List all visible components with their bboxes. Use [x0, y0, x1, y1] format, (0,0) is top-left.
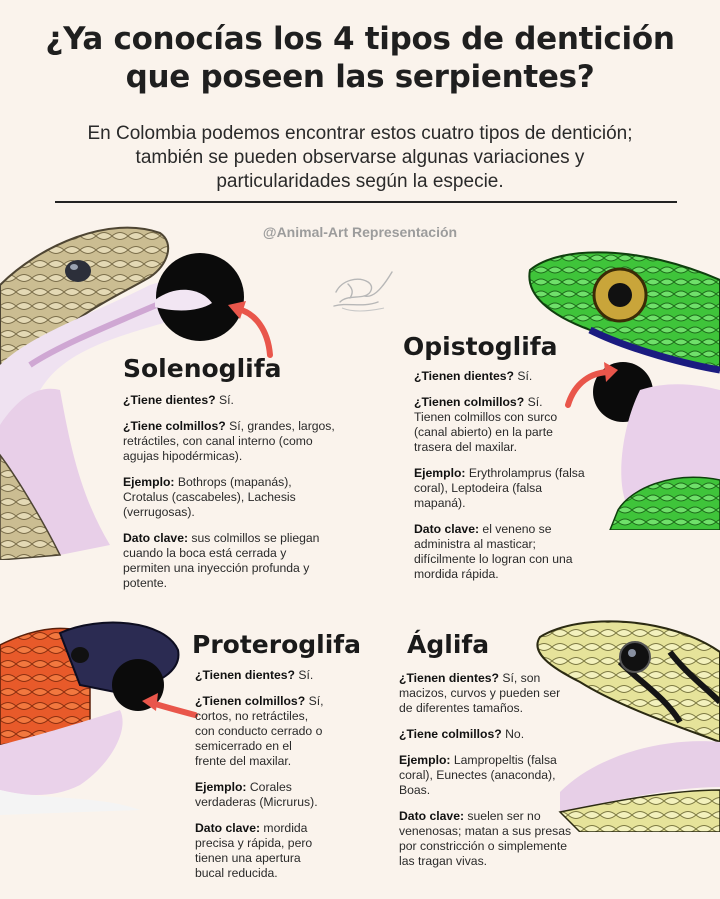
subtitle-line-1: En Colombia podemos encontrar estos cuatro tipos de dentición;: [87, 123, 633, 144]
subtitle-line-3: particularidades según la especie.: [216, 171, 504, 192]
proteroglifa-fangs: ¿Tienen colmillos? Sí, cortos, no retráctiles, con conducto cerrado o semicerrado en el frente del maxilar.: [195, 694, 324, 768]
opistoglifa-title: Opistoglifa: [403, 332, 558, 361]
title-line-1: ¿Ya conocías los 4 tipos de dentición: [45, 21, 675, 57]
opistoglifa-teeth: ¿Tienen dientes? Sí.: [414, 369, 533, 383]
signature-logo-icon: [328, 262, 398, 318]
aglifa-example: Ejemplo: Lampropeltis (falsa coral), Eunectes (anaconda), Boas.: [399, 753, 557, 797]
aglifa-key-fact: Dato clave: suelen ser no venenosas; matan a sus presas por constricción o simplemente las tragan vivas.: [399, 809, 572, 868]
proteroglifa-title: Proteroglifa: [192, 630, 362, 659]
aglifa-title: Áglifa: [407, 630, 490, 659]
page-title: [0, 20, 720, 96]
subtitle: [30, 122, 690, 194]
proteroglifa-section: [192, 631, 382, 892]
opistoglifa-fangs: ¿Tienen colmillos? Sí. Tienen colmillos con surco (canal abierto) en la parte trasera del maxilar.: [414, 395, 558, 454]
solenoglifa-example: Ejemplo: Bothrops (mapanás), Crotalus (cascabeles), Lachesis (verrugosas).: [123, 475, 296, 519]
credit-text: @Animal-Art Representación: [262, 224, 458, 240]
solenoglifa-section: [123, 355, 363, 602]
proteroglifa-snake-illustration: [0, 615, 200, 815]
solenoglifa-teeth: ¿Tiene dientes? Sí.: [123, 393, 234, 407]
opistoglifa-section: [403, 333, 618, 593]
solenoglifa-key-fact: Dato clave: sus colmillos se pliegan cuando la boca está cerrada y permiten una inyección profunda y potente.: [123, 531, 320, 590]
title-line-2: que poseen las serpientes?: [125, 59, 595, 95]
opistoglifa-key-fact: Dato clave: el veneno se administra al masticar; difícilmente lo logran con una mordida rápida.: [414, 522, 573, 581]
proteroglifa-teeth: ¿Tienen dientes? Sí.: [195, 668, 314, 682]
aglifa-fangs: ¿Tiene colmillos? No.: [399, 727, 525, 741]
subtitle-line-2: también se pueden observarse algunas variaciones y: [135, 147, 585, 168]
aglifa-teeth: ¿Tienen dientes? Sí, son macizos, curvos y pueden ser de diferentes tamaños.: [399, 671, 561, 715]
solenoglifa-title: Solenoglifa: [123, 354, 282, 383]
proteroglifa-example: Ejemplo: Corales verdaderas (Micrurus).: [195, 780, 318, 809]
aglifa-section: [399, 631, 614, 880]
opistoglifa-example: Ejemplo: Erythrolamprus (falsa coral), Leptodeira (falsa mapaná).: [414, 466, 585, 510]
divider: [55, 201, 677, 203]
solenoglifa-fangs: ¿Tiene colmillos? Sí, grandes, largos, retráctiles, con canal interno (como agujas hipodérmicas).: [123, 419, 335, 463]
proteroglifa-key-fact: Dato clave: mordida precisa y rápida, pero tienen una apertura bucal reducida.: [195, 821, 313, 880]
